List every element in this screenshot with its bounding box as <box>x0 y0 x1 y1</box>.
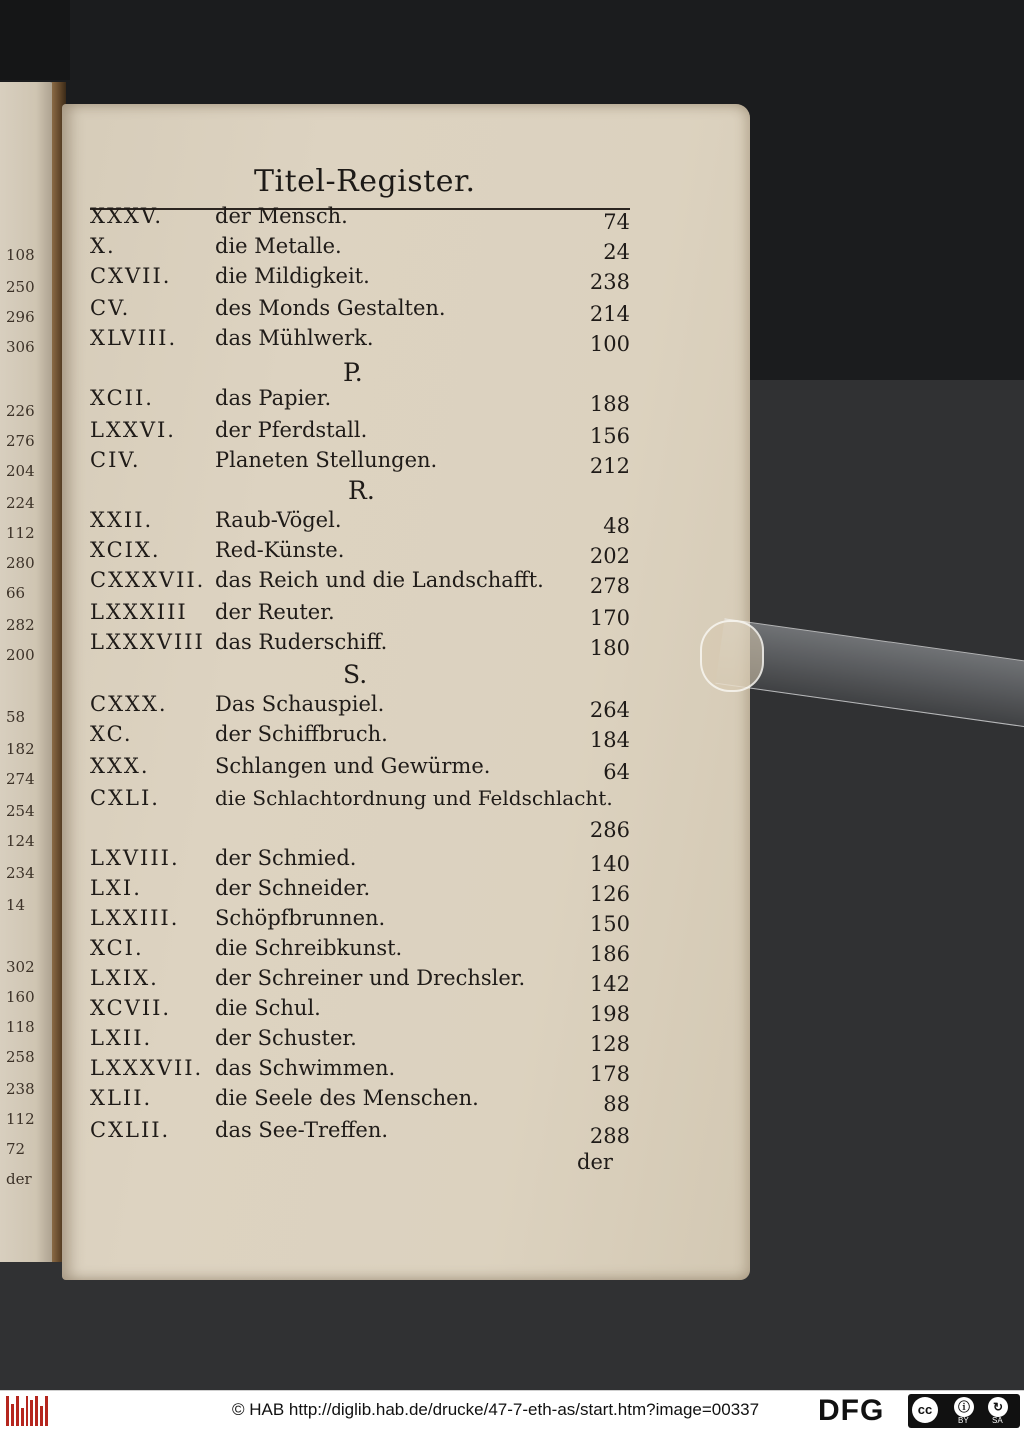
entry-page: 128 <box>589 1032 630 1056</box>
entry-page: 48 <box>603 514 630 538</box>
entry-number: LXXVI. <box>90 418 176 442</box>
register-entry <box>90 1118 650 1148</box>
register-entry <box>90 1086 650 1116</box>
entry-number: XCI. <box>90 936 144 960</box>
footer-bar <box>0 1390 1024 1431</box>
left-page-number: 72 <box>6 1140 26 1158</box>
left-page-number: 112 <box>6 524 35 542</box>
entry-title: Schlangen und Gewürme. <box>215 754 491 778</box>
entry-title: der Schiffbruch. <box>215 722 388 746</box>
entry-number: CXLI. <box>90 786 160 810</box>
entry-number: XCIX. <box>90 538 161 562</box>
entry-title: die Mildigkeit. <box>215 264 370 288</box>
register-entry <box>90 1026 650 1056</box>
left-page-number: 204 <box>6 462 35 480</box>
entry-number: LXI. <box>90 876 142 900</box>
sa-label: SA <box>992 1416 1003 1425</box>
left-page-number: 282 <box>6 616 35 634</box>
entry-title: der Schmied. <box>215 846 357 870</box>
catchword: der <box>577 1150 613 1174</box>
entry-number: CXLII. <box>90 1118 171 1142</box>
entry-page: 288 <box>589 1124 630 1148</box>
entry-number: XC. <box>90 722 133 746</box>
dfg-logo: DFG <box>818 1394 885 1427</box>
by-label: BY <box>958 1416 969 1425</box>
register-entry <box>90 754 650 784</box>
entry-number: XCII. <box>90 386 154 410</box>
left-page-number: 108 <box>6 246 35 264</box>
entry-number: LXXXIII <box>90 600 188 624</box>
entry-page: 184 <box>589 728 630 752</box>
entry-page: 264 <box>589 698 630 722</box>
entry-number: XCVII. <box>90 996 172 1020</box>
entry-number: CV. <box>90 296 131 320</box>
cc-license-badge[interactable] <box>908 1394 1020 1428</box>
left-page-number: 280 <box>6 554 35 572</box>
register-entry <box>90 296 650 326</box>
register-entry <box>90 448 650 478</box>
left-page-number: 234 <box>6 864 35 882</box>
entry-number: CXXXVII. <box>90 568 206 592</box>
entry-page: 156 <box>589 424 630 448</box>
left-page-number: 112 <box>6 1110 35 1128</box>
entry-title: der Schreiner und Drechsler. <box>215 966 526 990</box>
entry-number: CXVII. <box>90 264 172 288</box>
entry-page: 286 <box>589 818 630 842</box>
entry-page: 74 <box>603 210 630 234</box>
register-entry <box>90 692 650 722</box>
entry-page: 198 <box>589 1002 630 1026</box>
entry-page: 140 <box>589 852 630 876</box>
entry-number: XXXV. <box>90 204 164 228</box>
entry-page: 24 <box>603 240 630 264</box>
entry-page: 214 <box>589 302 630 326</box>
cc-icon: cc <box>912 1397 938 1423</box>
register-entry <box>90 600 650 630</box>
section-letter-p: P. <box>343 358 363 387</box>
entry-number: CXXX. <box>90 692 168 716</box>
register-entry <box>90 568 650 598</box>
register-entry <box>90 722 650 752</box>
entry-number: LXXIII. <box>90 906 180 930</box>
left-page-number: 118 <box>6 1018 35 1036</box>
register-entry <box>90 876 650 906</box>
left-page-number: 274 <box>6 770 35 788</box>
left-page-number: 306 <box>6 338 35 356</box>
entry-title: das Reich und die Landschafft. <box>215 568 544 592</box>
entry-title: Raub-Vögel. <box>215 508 342 532</box>
register-entry <box>90 326 650 356</box>
entry-page: 238 <box>589 270 630 294</box>
entry-title: die Seele des Menschen. <box>215 1086 479 1110</box>
left-page-number: 14 <box>6 896 26 914</box>
entry-title: des Monds Gestalten. <box>215 296 446 320</box>
entry-title: Das Schauspiel. <box>215 692 385 716</box>
entry-number: LXIX. <box>90 966 159 990</box>
entry-page: 178 <box>589 1062 630 1086</box>
entry-page: 88 <box>603 1092 630 1116</box>
entry-page: 64 <box>603 760 630 784</box>
entry-title: der Schuster. <box>215 1026 357 1050</box>
entry-number: LXVIII. <box>90 846 180 870</box>
entry-page: 100 <box>589 332 630 356</box>
register-entry <box>90 846 650 876</box>
left-page-number: der <box>6 1170 32 1188</box>
entry-title: die Schreibkunst. <box>215 936 403 960</box>
register-entry <box>90 966 650 996</box>
left-page-number: 238 <box>6 1080 35 1098</box>
left-page-number: 276 <box>6 432 35 450</box>
page-holder-tip <box>700 620 764 692</box>
entry-page: 278 <box>589 574 630 598</box>
library-barcode-icon <box>6 1396 48 1426</box>
entry-number: LXII. <box>90 1026 153 1050</box>
entry-title: der Reuter. <box>215 600 335 624</box>
register-entry <box>90 786 650 842</box>
entry-title: der Pferdstall. <box>215 418 368 442</box>
entry-number: CIV. <box>90 448 141 472</box>
entry-page: 170 <box>589 606 630 630</box>
source-link[interactable]: © HAB http://diglib.hab.de/drucke/47-7-eth-as/start.htm?image=00337 <box>232 1400 760 1419</box>
entry-title: der Schneider. <box>215 876 371 900</box>
register-entry <box>90 386 650 416</box>
entry-title: das Papier. <box>215 386 332 410</box>
register-entry <box>90 936 650 966</box>
entry-number: LXXXVIII <box>90 630 205 654</box>
left-page-number: 182 <box>6 740 35 758</box>
entry-page: 150 <box>589 912 630 936</box>
register-entry <box>90 264 650 294</box>
section-letter-r: R. <box>348 476 375 505</box>
entry-title: die Metalle. <box>215 234 342 258</box>
entry-page: 186 <box>589 942 630 966</box>
register-entry <box>90 508 650 538</box>
left-page-number: 254 <box>6 802 35 820</box>
entry-page: 212 <box>589 454 630 478</box>
register-entry <box>90 630 650 660</box>
register-entry <box>90 204 650 234</box>
left-page-number: 160 <box>6 988 35 1006</box>
left-page-number: 66 <box>6 584 26 602</box>
left-page-number: 226 <box>6 402 35 420</box>
entry-title: Planeten Stellungen. <box>215 448 438 472</box>
entry-page: 180 <box>589 636 630 660</box>
entry-title: das Ruderschiff. <box>215 630 388 654</box>
left-page-number: 302 <box>6 958 35 976</box>
left-page-number: 296 <box>6 308 35 326</box>
attribution-icon: ⓘ <box>954 1397 974 1417</box>
backdrop-corner <box>0 0 70 80</box>
entry-title: das Mühlwerk. <box>215 326 374 350</box>
entry-number: XXII. <box>90 508 154 532</box>
entry-number: XLII. <box>90 1086 153 1110</box>
entry-number: XLVIII. <box>90 326 178 350</box>
entry-page: 202 <box>589 544 630 568</box>
entry-number: LXXXVII. <box>90 1056 204 1080</box>
left-page-number: 224 <box>6 494 35 512</box>
left-page-number: 124 <box>6 832 35 850</box>
entry-title: das Schwimmen. <box>215 1056 396 1080</box>
register-entry <box>90 996 650 1026</box>
entry-number: X. <box>90 234 116 258</box>
entry-title: die Schul. <box>215 996 321 1020</box>
entry-title: das See-Treffen. <box>215 1118 389 1142</box>
entry-page: 126 <box>589 882 630 906</box>
entry-number: XXX. <box>90 754 150 778</box>
register-entry <box>90 234 650 264</box>
entry-title: die Schlachtordnung und Feldschlacht. <box>215 786 613 810</box>
left-page-number: 200 <box>6 646 35 664</box>
left-page-number: 58 <box>6 708 26 726</box>
page-title: Titel-Register. <box>254 164 476 199</box>
entry-page: 142 <box>589 972 630 996</box>
register-entry <box>90 538 650 568</box>
entry-title: Red-Künste. <box>215 538 345 562</box>
entry-title: Schöpfbrunnen. <box>215 906 386 930</box>
entry-page: 188 <box>589 392 630 416</box>
left-page-number: 258 <box>6 1048 35 1066</box>
register-entry <box>90 906 650 936</box>
register-entry <box>90 418 650 448</box>
register-entry <box>90 1056 650 1086</box>
left-page-number: 250 <box>6 278 35 296</box>
entry-title: der Mensch. <box>215 204 348 228</box>
share-alike-icon: ↻ <box>988 1397 1008 1417</box>
section-letter-s: S. <box>343 660 368 689</box>
